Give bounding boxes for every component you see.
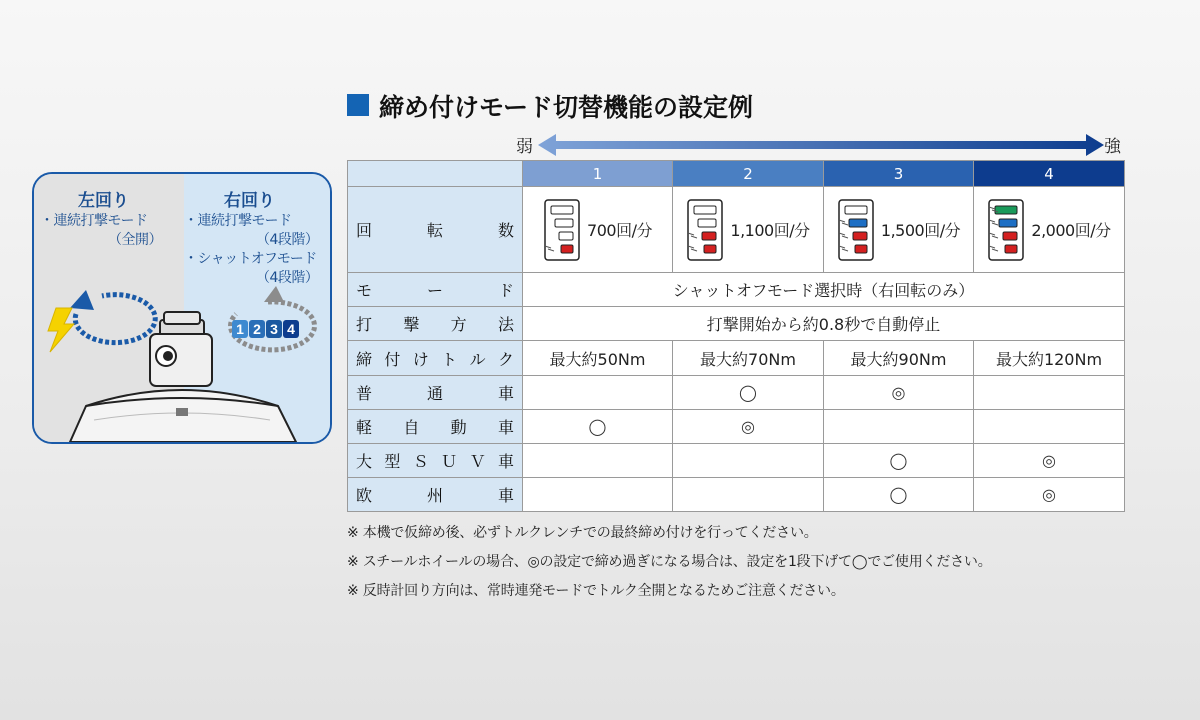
regular-car-mark-2: ◯ (673, 375, 824, 409)
kei-car-mark-2: ◎ (673, 409, 824, 443)
mode-row (348, 273, 1125, 307)
euro-car-mark-3: ◯ (824, 477, 974, 511)
suv-mark-2 (673, 443, 824, 477)
rpm-value: 1,500回/分 (880, 221, 961, 241)
regular-car-mark-1 (523, 375, 673, 409)
euro-car-row (348, 477, 1125, 511)
torque-value-2: 最大約70Nm (673, 341, 824, 375)
page-title: 締め付けモード切替機能の設定例 (379, 93, 754, 122)
rotation-mode-panel (32, 172, 332, 444)
rpm-value: 1,100回/分 (730, 221, 810, 241)
gauge-bar (694, 206, 716, 214)
regular-car-mark-4 (974, 375, 1125, 409)
note-2: ※ スチールホイールの場合、◎の設定で締め過ぎになる場合は、設定を1段下げて◯でご使用ください。 (347, 554, 992, 570)
gauge-bar (561, 245, 573, 253)
euro-car-mark-1 (523, 477, 673, 511)
strength-scale-arrow-icon (538, 132, 1104, 158)
gauge-bar (849, 219, 867, 227)
mode-row-label: モ ー ド (348, 273, 523, 307)
kei-car-mark-1: ◯ (523, 409, 673, 443)
strike-row (348, 307, 1125, 341)
speed-gauge-icon (987, 198, 1027, 262)
note-3: ※ 反時計回り方向は、常時連発モードでトルク全開となるためご注意ください。 (347, 583, 845, 599)
suv-mark-1 (523, 443, 673, 477)
torque-value-4: 最大約120Nm (974, 341, 1125, 375)
kei-car-mark-3 (824, 409, 974, 443)
right-rotation-line-3: ・シャットオフモード (184, 251, 317, 267)
scale-weak-label: 弱 (516, 137, 533, 157)
gauge-bar (995, 206, 1017, 214)
svg-text:1: 1 (236, 321, 244, 337)
rpm-value: 2,000回/分 (1031, 221, 1111, 241)
torque-row (348, 341, 1125, 375)
torque-value-3: 最大約90Nm (824, 341, 974, 375)
gauge-bar (555, 219, 573, 227)
gauge-bar (1003, 232, 1017, 240)
svg-text:2: 2 (253, 321, 261, 337)
right-rotation-heading: 右回り (224, 191, 275, 211)
regular-car-mark-3: ◎ (824, 375, 974, 409)
strike-value: 打撃開始から約0.8秒で自動停止 (523, 307, 1125, 341)
counterclockwise-arrow-icon (70, 290, 155, 343)
level-header-2: 2 (673, 161, 824, 187)
regular-car-row-label: 普 通 車 (348, 375, 523, 409)
gauge-bar (845, 206, 867, 214)
corner-cell (348, 161, 523, 187)
level-header-1: 1 (523, 161, 673, 187)
level-header-3: 3 (824, 161, 974, 187)
level-header-row (348, 161, 1125, 187)
left-rotation-line-2: （全開） (108, 232, 162, 248)
mode-digit-icons (232, 320, 299, 338)
mode-value: シャットオフモード選択時（右回転のみ） (523, 273, 1125, 307)
gauge-bar (704, 245, 716, 253)
rpm-row-label: 回 転 数 (348, 187, 523, 273)
torque-value-1: 最大約50Nm (523, 341, 673, 375)
settings-table (347, 160, 1125, 512)
suv-row-label: 大 型 Ｓ Ｕ Ｖ 車 (348, 443, 523, 477)
strike-row-label: 打 撃 方 法 (348, 307, 523, 341)
gauge-bar (702, 232, 716, 240)
rpm-cell-2 (673, 187, 824, 273)
rpm-row (348, 187, 1125, 273)
gauge-bar (551, 206, 573, 214)
scale-strong-label: 強 (1104, 137, 1121, 157)
rpm-cell-4 (974, 187, 1125, 273)
rpm-value: 700回/分 (587, 221, 652, 241)
right-rotation-line-4: （4段階） (256, 270, 319, 286)
svg-text:4: 4 (287, 321, 295, 337)
speed-gauge-icon (837, 198, 877, 262)
euro-car-mark-2 (673, 477, 824, 511)
left-rotation-line-1: ・連続打撃モード (40, 213, 148, 229)
speed-gauge-icon (686, 198, 726, 262)
impact-wrench-illustration (34, 174, 330, 442)
left-rotation-heading: 左回り (78, 191, 129, 211)
torque-row-label: 締 付 け ト ル ク (348, 341, 523, 375)
clockwise-arrow-icon (231, 286, 315, 350)
kei-car-row (348, 409, 1125, 443)
kei-car-row-label: 軽 自 動 車 (348, 409, 523, 443)
gauge-bar (1005, 245, 1017, 253)
rpm-cell-1 (523, 187, 673, 273)
gauge-bar (559, 232, 573, 240)
lightning-icon (48, 308, 74, 352)
euro-car-row-label: 欧 州 車 (348, 477, 523, 511)
euro-car-mark-4: ◎ (974, 477, 1125, 511)
suv-mark-3: ◯ (824, 443, 974, 477)
gauge-bar (855, 245, 867, 253)
regular-car-row (348, 375, 1125, 409)
level-header-4: 4 (974, 161, 1125, 187)
gauge-bar (698, 219, 716, 227)
kei-car-mark-4 (974, 409, 1125, 443)
gauge-bar (853, 232, 867, 240)
note-1: ※ 本機で仮締め後、必ずトルクレンチでの最終締め付けを行ってください。 (347, 525, 818, 541)
suv-row (348, 443, 1125, 477)
rpm-cell-3 (824, 187, 974, 273)
gauge-bar (999, 219, 1017, 227)
title-marker (347, 94, 369, 116)
right-rotation-line-2: （4段階） (256, 232, 319, 248)
speed-gauge-icon (543, 198, 583, 262)
right-rotation-line-1: ・連続打撃モード (184, 213, 292, 229)
svg-text:3: 3 (270, 321, 278, 337)
suv-mark-4: ◎ (974, 443, 1125, 477)
